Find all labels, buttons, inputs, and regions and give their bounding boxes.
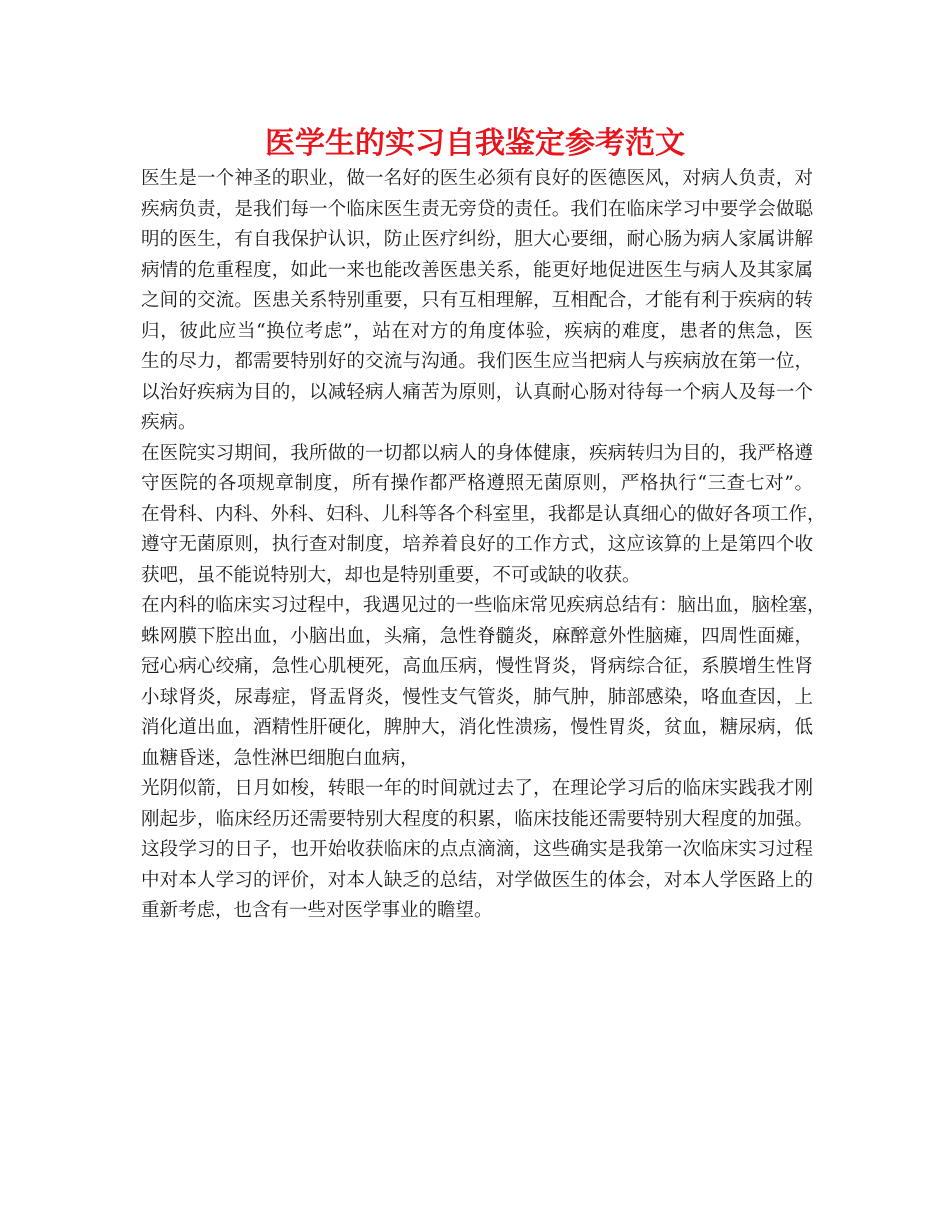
- text-line: 蛛网膜下腔出血，小脑出血，头痛，急性脊髓炎，麻醉意外性脑瘫，四周性面瘫，: [141, 625, 813, 647]
- document-title: 医学生的实习自我鉴定参考范文: [265, 126, 685, 161]
- text-line: 重新考虑，也含有一些对医学事业的瞻望。: [141, 900, 493, 921]
- document-body: [141, 164, 826, 927]
- text-line: 刚起步，临床经历还需要特别大程度的积累，临床技能还需要特别大程度的加强。: [141, 808, 813, 830]
- text-line: 消化道出血，酒精性肝硬化，脾肿大，消化性溃疡，慢性胃炎，贫血，糖尿病，低: [141, 717, 813, 738]
- text-line: 血糖昏迷，急性淋巴细胞白血病，: [141, 747, 419, 769]
- paragraph-2: [141, 439, 826, 592]
- text-line: 这段学习的日子，也开始收获临床的点点滴滴，这些确实是我第一次临床实习过程: [141, 839, 813, 860]
- text-line: 遵守无菌原则，执行查对制度，培养着良好的工作方式，这应该算的上是第四个收: [141, 534, 813, 555]
- text-line: 疾病负责，是我们每一个临床医生责无旁贷的责任。我们在临床学习中要学会做聪: [141, 198, 813, 220]
- paragraph-1: [141, 164, 813, 439]
- text-line: 守医院的各项规章制度，所有操作都严格遵照无菌原则，严格执行“三查七对”。: [141, 473, 813, 494]
- text-line: 在骨科、内科、外科、妇科、儿科等各个科室里，我都是认真细心的做好各项工作，: [141, 503, 826, 525]
- text-line: 中对本人学习的评价，对本人缺乏的总结，对学做医生的体会，对本人学医路上的: [141, 869, 813, 891]
- text-line: 生的尽力，都需要特别好的交流与沟通。我们医生应当把病人与疾病放在第一位，: [141, 351, 813, 372]
- text-line: 之间的交流。医患关系特别重要，只有互相理解，互相配合，才能有利于疾病的转: [141, 290, 813, 311]
- text-line: 医生是一个神圣的职业，做一名好的医生必须有良好的医德医风，对病人负责，对: [141, 168, 813, 189]
- text-line: 归，彼此应当“换位考虑”，站在对方的角度体验，疾病的难度，患者的焦急，医: [141, 320, 813, 342]
- text-line: 光阴似箭，日月如梭，转眼一年的时间就过去了，在理论学习后的临床实践我才刚: [141, 778, 813, 799]
- text-line: 获吧，虽不能说特别大，却也是特别重要，不可或缺的收获。: [141, 564, 641, 586]
- paragraph-4: [141, 774, 813, 927]
- text-line: 疾病。: [141, 412, 197, 433]
- text-line: 明的医生，有自我保护认识，防止医疗纠纷，胆大心要细，耐心肠为病人家属讲解: [141, 229, 813, 250]
- text-line: 在内科的临床实习过程中，我遇见过的一些临床常见疾病总结有：脑出血，脑栓塞，: [141, 595, 826, 616]
- text-line: 在医院实习期间，我所做的一切都以病人的身体健康，疾病转归为目的，我严格遵: [141, 442, 813, 464]
- paragraph-3: [141, 591, 826, 774]
- text-line: 以治好疾病为目的，以减轻病人痛苦为原则，认真耐心肠对待每一个病人及每一个: [141, 381, 813, 403]
- text-line: 病情的危重程度，如此一来也能改善医患关系，能更好地促进医生与病人及其家属: [141, 259, 813, 281]
- text-line: 小球肾炎，尿毒症，肾盂肾炎，慢性支气管炎，肺气肿，肺部感染，咯血查因，上: [141, 686, 813, 708]
- text-line: 冠心病心绞痛，急性心肌梗死，高血压病，慢性肾炎，肾病综合征，系膜增生性肾: [141, 656, 813, 677]
